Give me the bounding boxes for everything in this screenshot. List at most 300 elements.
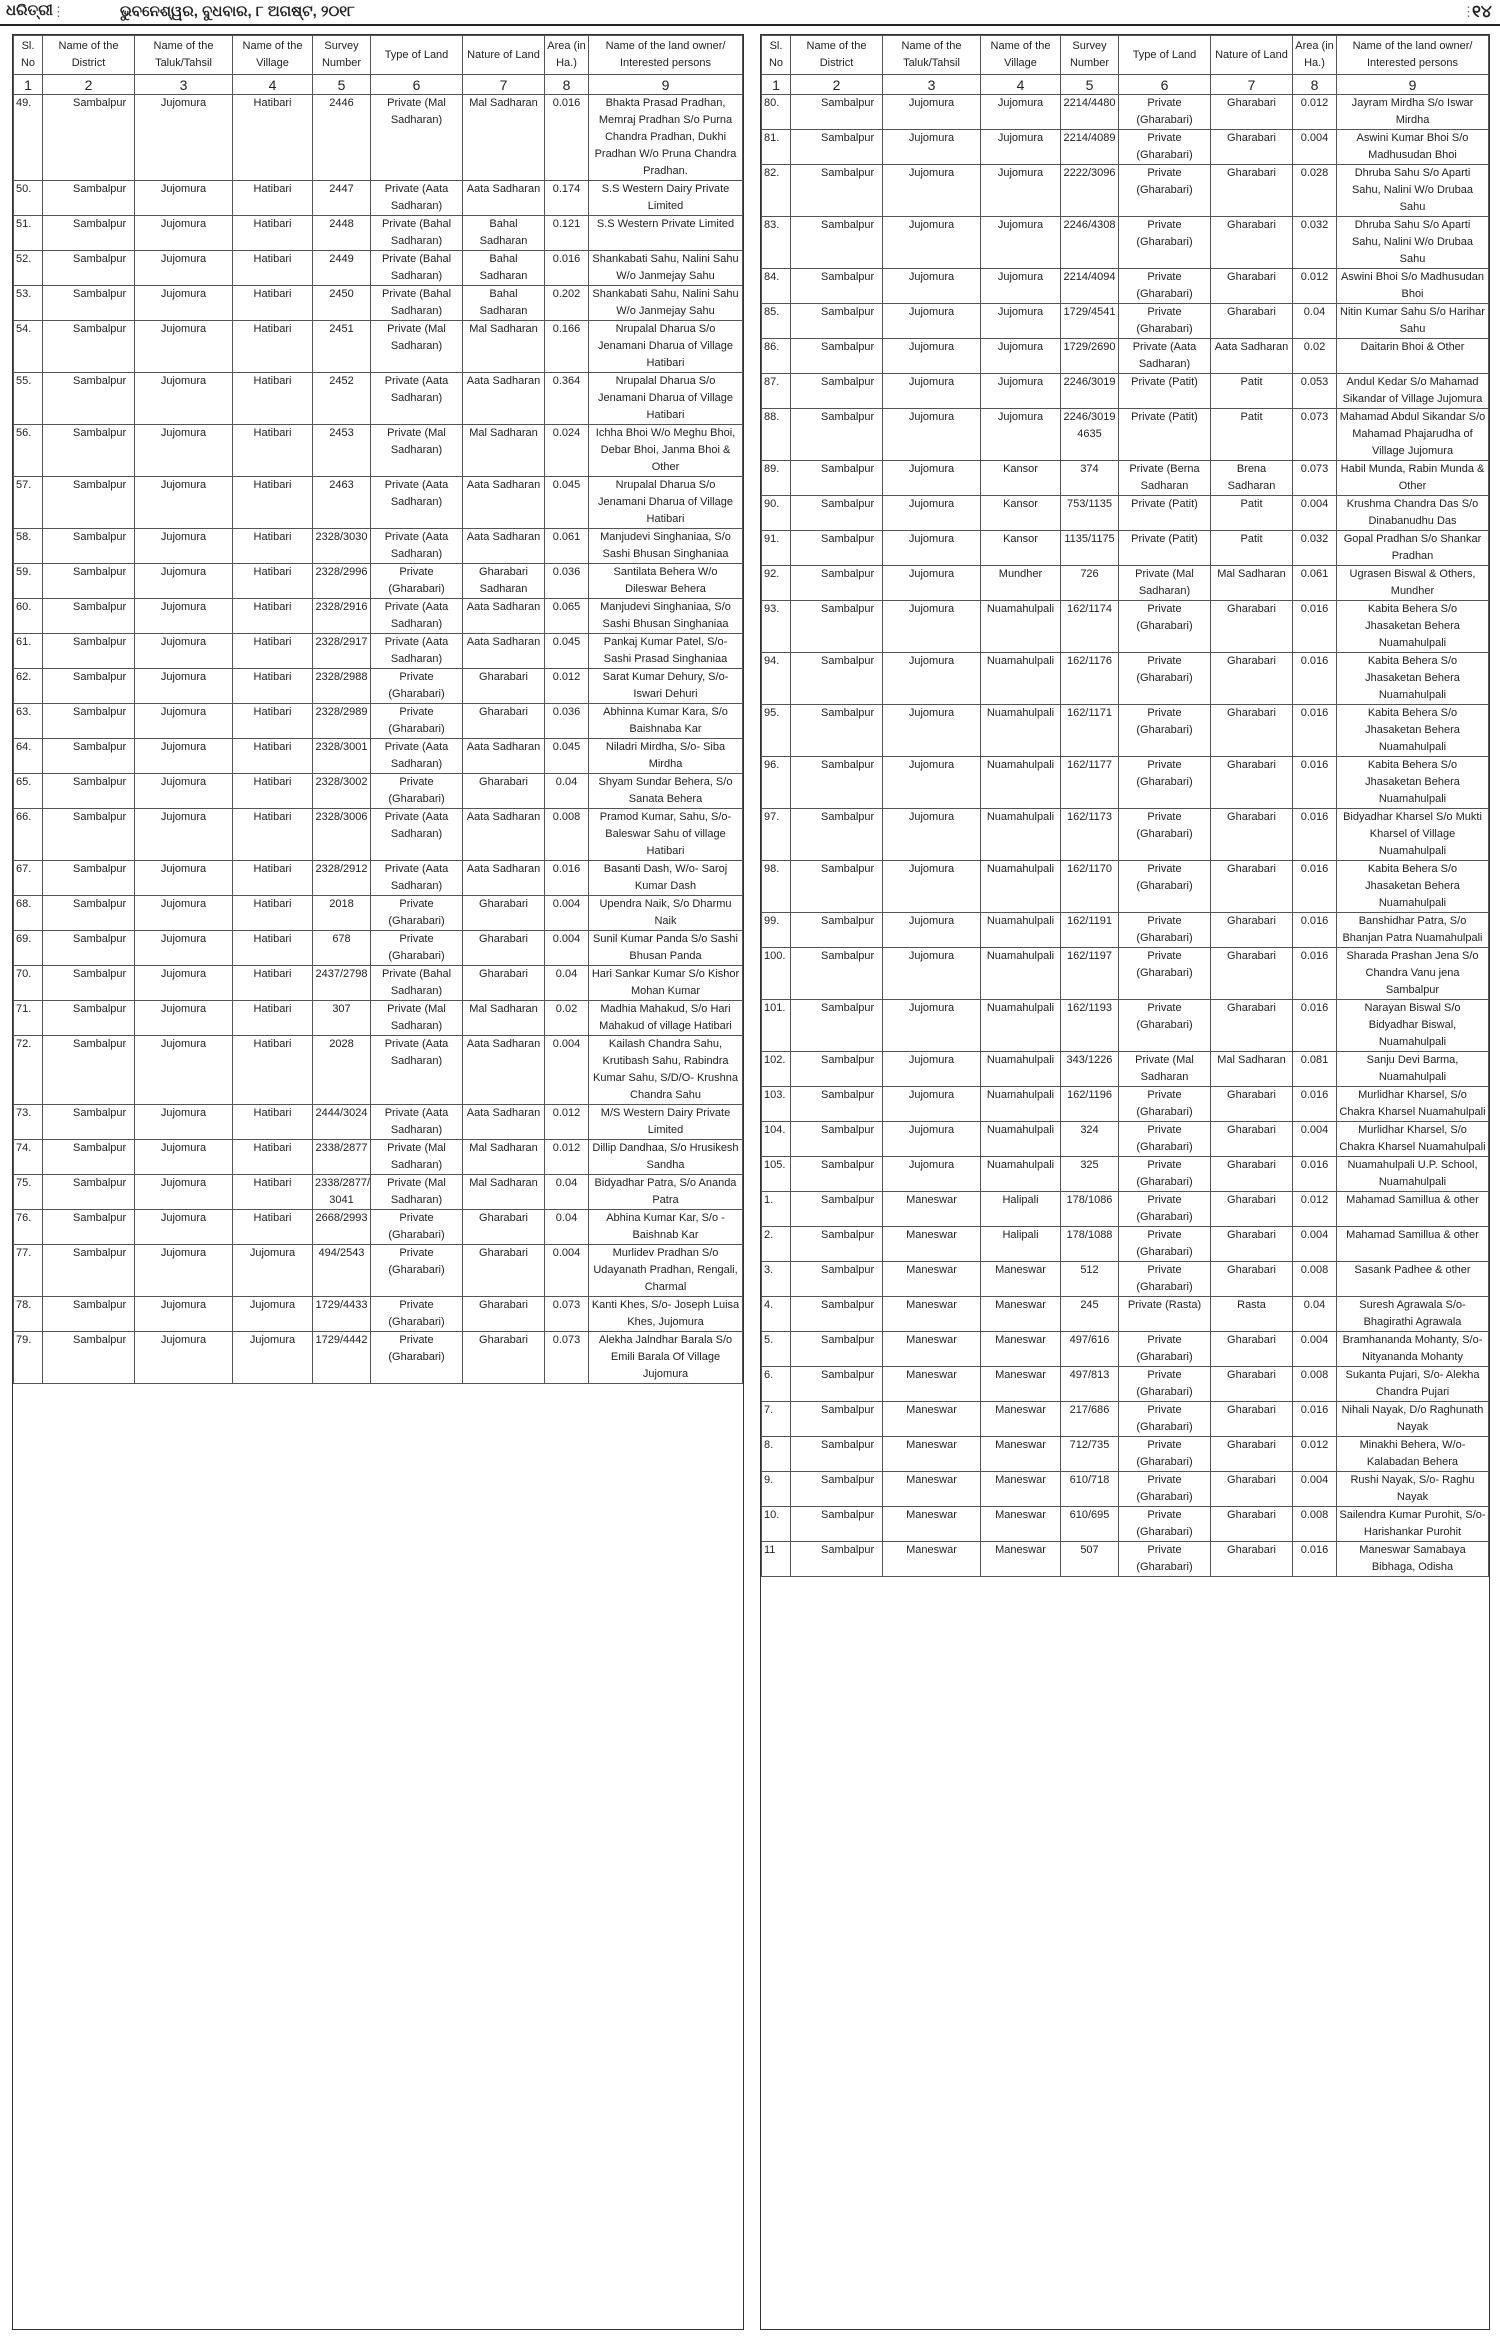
table-body — [14, 95, 743, 1384]
column-number: 1 — [762, 75, 791, 95]
land-nature-cell: Gharabari — [1211, 913, 1293, 948]
district-cell: Sambalpur — [43, 669, 135, 704]
survey-number-cell: 2450 — [313, 286, 371, 321]
survey-number-cell: 245 — [1061, 1297, 1119, 1332]
land-nature-cell: Gharabari — [1211, 1192, 1293, 1227]
serial-cell: 62. — [14, 669, 43, 704]
village-cell: Nuamahulpali — [981, 1087, 1061, 1122]
village-cell: Hatibari — [233, 599, 313, 634]
village-cell: Nuamahulpali — [981, 1000, 1061, 1052]
tahsil-cell: Jujomura — [135, 425, 233, 477]
land-type-cell: Private (Gharabari) — [1119, 130, 1211, 165]
area-cell: 0.065 — [545, 599, 589, 634]
owner-cell: Murlidhar Kharsel, S/o Chakra Kharsel Nuamahulpali — [1337, 1122, 1489, 1157]
table-row — [14, 634, 743, 669]
table-row — [14, 251, 743, 286]
land-nature-cell: Gharabari — [1211, 1367, 1293, 1402]
survey-number-cell: 374 — [1061, 461, 1119, 496]
owner-cell: Nuamahulpali U.P. School, Nuamahulpali — [1337, 1157, 1489, 1192]
table-row — [762, 653, 1489, 705]
owner-cell: Nrupalal Dharua S/o Jenamani Dharua of Village Hatibari — [589, 373, 743, 425]
table-row — [762, 1192, 1489, 1227]
dateline: ଭୁବନେଶ୍ୱର, ବୁଧବାର, ୮ ଅଗଷ୍ଟ, ୨୦୧୮ — [120, 3, 355, 20]
district-cell: Sambalpur — [43, 529, 135, 564]
land-nature-cell: Gharabari — [1211, 1262, 1293, 1297]
tahsil-cell: Maneswar — [883, 1297, 981, 1332]
owner-cell: Dillip Dandhaa, S/o Hrusikesh Sandha — [589, 1140, 743, 1175]
land-nature-cell: Aata Sadharan — [463, 739, 545, 774]
area-cell: 0.012 — [1293, 95, 1337, 130]
tahsil-cell: Jujomura — [135, 216, 233, 251]
land-type-cell: Private (Aata Sadharan) — [371, 634, 463, 669]
owner-cell: Kanti Khes, S/o- Joseph Luisa Khes, Jujomura — [589, 1297, 743, 1332]
district-cell: Sambalpur — [791, 861, 883, 913]
land-type-cell: Private (Gharabari) — [371, 564, 463, 599]
land-type-cell: Private (Gharabari) — [371, 704, 463, 739]
land-type-cell: Private (Gharabari) — [371, 1297, 463, 1332]
serial-cell: 103. — [762, 1087, 791, 1122]
owner-cell: Ichha Bhoi W/o Meghu Bhoi, Debar Bhoi, Janma Bhoi & Other — [589, 425, 743, 477]
column-header: Name of the Taluk/Tahsil — [883, 36, 981, 75]
survey-number-cell: 507 — [1061, 1542, 1119, 1577]
land-nature-cell: Rasta — [1211, 1297, 1293, 1332]
village-cell: Hatibari — [233, 529, 313, 564]
area-cell: 0.02 — [1293, 339, 1337, 374]
land-type-cell: Private (Gharabari) — [1119, 705, 1211, 757]
tahsil-cell: Jujomura — [883, 339, 981, 374]
tahsil-cell: Maneswar — [883, 1262, 981, 1297]
survey-number-cell: 512 — [1061, 1262, 1119, 1297]
land-nature-cell: Gharabari — [1211, 1087, 1293, 1122]
land-nature-cell: Gharabari — [1211, 948, 1293, 1000]
land-type-cell: Private (Gharabari) — [371, 669, 463, 704]
table-row — [762, 948, 1489, 1000]
area-cell: 0.024 — [545, 425, 589, 477]
tahsil-cell: Jujomura — [135, 95, 233, 181]
village-cell: Hatibari — [233, 321, 313, 373]
village-cell: Hatibari — [233, 704, 313, 739]
district-cell: Sambalpur — [791, 339, 883, 374]
land-nature-cell: Gharabari — [1211, 304, 1293, 339]
tahsil-cell: Jujomura — [883, 1000, 981, 1052]
serial-cell: 53. — [14, 286, 43, 321]
land-type-cell: Private (Gharabari) — [1119, 601, 1211, 653]
serial-cell: 70. — [14, 966, 43, 1001]
table-row — [762, 409, 1489, 461]
land-nature-cell: Gharabari — [1211, 269, 1293, 304]
column-number: 8 — [1293, 75, 1337, 95]
land-nature-cell: Gharabari — [463, 1245, 545, 1297]
owner-cell: Nitin Kumar Sahu S/o Harihar Sahu — [1337, 304, 1489, 339]
serial-cell: 102. — [762, 1052, 791, 1087]
table-row — [14, 286, 743, 321]
serial-cell: 105. — [762, 1157, 791, 1192]
tahsil-cell: Jujomura — [135, 634, 233, 669]
land-nature-cell: Gharabari — [1211, 1157, 1293, 1192]
area-cell: 0.016 — [1293, 1542, 1337, 1577]
table-row — [762, 1000, 1489, 1052]
tahsil-cell: Jujomura — [135, 861, 233, 896]
owner-cell: Bramhananda Mohanty, S/o- Nityananda Mohanty — [1337, 1332, 1489, 1367]
district-cell: Sambalpur — [791, 913, 883, 948]
owner-cell: Mahamad Samillua & other — [1337, 1227, 1489, 1262]
district-cell: Sambalpur — [43, 739, 135, 774]
land-nature-cell: Gharabari — [1211, 217, 1293, 269]
tahsil-cell: Jujomura — [883, 217, 981, 269]
district-cell: Sambalpur — [43, 896, 135, 931]
land-nature-cell: Brena Sadharan — [1211, 461, 1293, 496]
header-separator: ⋮ — [1462, 4, 1475, 19]
tahsil-cell: Jujomura — [135, 931, 233, 966]
district-cell: Sambalpur — [43, 634, 135, 669]
land-nature-cell: Gharabari — [1211, 95, 1293, 130]
district-cell: Sambalpur — [791, 653, 883, 705]
survey-number-cell: 2214/4480 — [1061, 95, 1119, 130]
serial-cell: 81. — [762, 130, 791, 165]
table-row — [14, 1210, 743, 1245]
owner-cell: Shankabati Sahu, Nalini Sahu W/o Janmejay Sahu — [589, 251, 743, 286]
survey-number-cell: 2246/3019 — [1061, 374, 1119, 409]
land-type-cell: Private (Aata Sadharan) — [1119, 339, 1211, 374]
serial-cell: 68. — [14, 896, 43, 931]
table-row — [14, 529, 743, 564]
land-type-cell: Private (Gharabari) — [1119, 861, 1211, 913]
table-row — [762, 1402, 1489, 1437]
survey-number-cell: 712/735 — [1061, 1437, 1119, 1472]
land-nature-cell: Gharabari — [463, 669, 545, 704]
area-cell: 0.016 — [545, 251, 589, 286]
owner-cell: Jayram Mirdha S/o Iswar Mirdha — [1337, 95, 1489, 130]
serial-cell: 5. — [762, 1332, 791, 1367]
land-type-cell: Private (Bahal Sadharan) — [371, 216, 463, 251]
tahsil-cell: Jujomura — [135, 1245, 233, 1297]
area-cell: 0.04 — [545, 1210, 589, 1245]
village-cell: Nuamahulpali — [981, 653, 1061, 705]
land-nature-cell: Gharabari — [463, 1210, 545, 1245]
district-cell: Sambalpur — [43, 966, 135, 1001]
survey-number-cell: 2449 — [313, 251, 371, 286]
column-number: 3 — [135, 75, 233, 95]
district-cell: Sambalpur — [43, 704, 135, 739]
land-nature-cell: Aata Sadharan — [463, 477, 545, 529]
survey-number-cell: 2214/4089 — [1061, 130, 1119, 165]
district-cell: Sambalpur — [791, 1437, 883, 1472]
survey-number-cell: 2328/2996 — [313, 564, 371, 599]
serial-cell: 99. — [762, 913, 791, 948]
survey-number-cell: 678 — [313, 931, 371, 966]
district-cell: Sambalpur — [791, 304, 883, 339]
district-cell: Sambalpur — [791, 1000, 883, 1052]
tahsil-cell: Jujomura — [135, 1105, 233, 1140]
serial-cell: 61. — [14, 634, 43, 669]
tahsil-cell: Jujomura — [883, 496, 981, 531]
district-cell: Sambalpur — [43, 425, 135, 477]
village-cell: Maneswar — [981, 1367, 1061, 1402]
owner-cell: Pramod Kumar, Sahu, S/o- Baleswar Sahu of village Hatibari — [589, 809, 743, 861]
tahsil-cell: Jujomura — [883, 95, 981, 130]
owner-cell: Andul Kedar S/o Mahamad Sikandar of Village Jujomura — [1337, 374, 1489, 409]
land-nature-cell: Mal Sadharan — [463, 425, 545, 477]
area-cell: 0.081 — [1293, 1052, 1337, 1087]
survey-number-cell: 162/1174 — [1061, 601, 1119, 653]
serial-cell: 89. — [762, 461, 791, 496]
tahsil-cell: Jujomura — [135, 809, 233, 861]
area-cell: 0.073 — [1293, 461, 1337, 496]
land-type-cell: Private (Patit) — [1119, 531, 1211, 566]
owner-cell: Sailendra Kumar Purohit, S/o- Harishankar Purohit — [1337, 1507, 1489, 1542]
area-cell: 0.012 — [545, 1105, 589, 1140]
table-row — [762, 339, 1489, 374]
land-type-cell: Private (Berna Sadharan — [1119, 461, 1211, 496]
district-cell: Sambalpur — [791, 269, 883, 304]
district-cell: Sambalpur — [791, 531, 883, 566]
village-cell: Jujomura — [981, 339, 1061, 374]
serial-cell: 6. — [762, 1367, 791, 1402]
land-nature-cell: Gharabari — [1211, 861, 1293, 913]
tahsil-cell: Jujomura — [883, 165, 981, 217]
area-cell: 0.061 — [545, 529, 589, 564]
village-cell: Jujomura — [981, 95, 1061, 130]
land-type-cell: Private (Mal Sadharan) — [371, 321, 463, 373]
district-cell: Sambalpur — [791, 95, 883, 130]
tahsil-cell: Jujomura — [883, 861, 981, 913]
survey-number-cell: 324 — [1061, 1122, 1119, 1157]
land-nature-cell: Gharabari — [463, 774, 545, 809]
column-header: Area (in Ha.) — [545, 36, 589, 75]
header-rule — [0, 24, 1500, 26]
land-type-cell: Private (Bahal Sadharan) — [371, 251, 463, 286]
area-cell: 0.032 — [1293, 217, 1337, 269]
serial-cell: 98. — [762, 861, 791, 913]
serial-cell: 71. — [14, 1001, 43, 1036]
newspaper-name: ଧରିତ୍ରୀ — [6, 2, 53, 19]
survey-number-cell: 162/1197 — [1061, 948, 1119, 1000]
serial-cell: 11 — [762, 1542, 791, 1577]
village-cell: Hatibari — [233, 1140, 313, 1175]
land-type-cell: Private (Patit) — [1119, 496, 1211, 531]
survey-number-cell: 2328/2916 — [313, 599, 371, 634]
district-cell: Sambalpur — [791, 566, 883, 601]
village-cell: Hatibari — [233, 373, 313, 425]
district-cell: Sambalpur — [43, 599, 135, 634]
district-cell: Sambalpur — [43, 931, 135, 966]
village-cell: Mundher — [981, 566, 1061, 601]
owner-cell: Bidyadhar Kharsel S/o Mukti Kharsel of Village Nuamahulpali — [1337, 809, 1489, 861]
land-type-cell: Private (Aata Sadharan) — [371, 529, 463, 564]
land-type-cell: Private (Gharabari) — [1119, 95, 1211, 130]
district-cell: Sambalpur — [43, 251, 135, 286]
owner-cell: Ugrasen Biswal & Others, Mundher — [1337, 566, 1489, 601]
table-row — [762, 705, 1489, 757]
table-row — [762, 1332, 1489, 1367]
land-nature-cell: Mal Sadharan — [1211, 1052, 1293, 1087]
district-cell: Sambalpur — [791, 1507, 883, 1542]
land-type-cell: Private (Gharabari) — [371, 931, 463, 966]
district-cell: Sambalpur — [791, 1367, 883, 1402]
serial-cell: 72. — [14, 1036, 43, 1105]
village-cell: Hatibari — [233, 477, 313, 529]
table-row — [762, 1227, 1489, 1262]
village-cell: Hatibari — [233, 1036, 313, 1105]
column-header: Area (in Ha.) — [1293, 36, 1337, 75]
land-type-cell: Private (Gharabari) — [1119, 1122, 1211, 1157]
area-cell: 0.016 — [1293, 861, 1337, 913]
area-cell: 0.045 — [545, 634, 589, 669]
table-row — [14, 425, 743, 477]
village-cell: Maneswar — [981, 1437, 1061, 1472]
owner-cell: Habil Munda, Rabin Munda & Other — [1337, 461, 1489, 496]
area-cell: 0.073 — [1293, 409, 1337, 461]
area-cell: 0.028 — [1293, 165, 1337, 217]
land-nature-cell: Patit — [1211, 496, 1293, 531]
land-nature-cell: Bahal Sadharan — [463, 216, 545, 251]
table-row — [762, 130, 1489, 165]
village-cell: Jujomura — [981, 269, 1061, 304]
area-cell: 0.036 — [545, 704, 589, 739]
land-type-cell: Private (Gharabari) — [1119, 913, 1211, 948]
owner-cell: Shankabati Sahu, Nalini Sahu W/o Janmejay Sahu — [589, 286, 743, 321]
column-header: Name of the Taluk/Tahsil — [135, 36, 233, 75]
district-cell: Sambalpur — [791, 217, 883, 269]
column-header: Sl. No — [14, 36, 43, 75]
serial-cell: 50. — [14, 181, 43, 216]
survey-number-cell: 162/1173 — [1061, 809, 1119, 861]
village-cell: Hatibari — [233, 861, 313, 896]
owner-cell: Gopal Pradhan S/o Shankar Pradhan — [1337, 531, 1489, 566]
owner-cell: Sharada Prashan Jena S/o Chandra Vanu jena Sambalpur — [1337, 948, 1489, 1000]
tahsil-cell: Jujomura — [135, 477, 233, 529]
owner-cell: Suresh Agrawala S/o- Bhagirathi Agrawala — [1337, 1297, 1489, 1332]
column-number: 4 — [233, 75, 313, 95]
tahsil-cell: Jujomura — [883, 304, 981, 339]
table-row — [14, 321, 743, 373]
column-header: Nature of Land — [1211, 36, 1293, 75]
column-header: Sl. No — [762, 36, 791, 75]
owner-cell: Mahamad Samillua & other — [1337, 1192, 1489, 1227]
header-separator: ⋮ — [52, 4, 65, 19]
survey-number-cell: 325 — [1061, 1157, 1119, 1192]
area-cell: 0.04 — [545, 1175, 589, 1210]
village-cell: Maneswar — [981, 1542, 1061, 1577]
area-cell: 0.004 — [1293, 1227, 1337, 1262]
survey-number-cell: 2028 — [313, 1036, 371, 1105]
column-number: 9 — [1337, 75, 1489, 95]
district-cell: Sambalpur — [791, 1542, 883, 1577]
serial-cell: 104. — [762, 1122, 791, 1157]
land-type-cell: Private (Gharabari) — [1119, 1227, 1211, 1262]
owner-cell: Nrupalal Dharua S/o Jenamani Dharua of Village Hatibari — [589, 321, 743, 373]
owner-cell: Kabita Behera S/o Jhasaketan Behera Nuamahulpali — [1337, 705, 1489, 757]
serial-cell: 77. — [14, 1245, 43, 1297]
land-type-cell: Private (Gharabari) — [1119, 1367, 1211, 1402]
district-cell: Sambalpur — [43, 181, 135, 216]
village-cell: Nuamahulpali — [981, 1052, 1061, 1087]
area-cell: 0.012 — [1293, 1192, 1337, 1227]
tahsil-cell: Jujomura — [883, 809, 981, 861]
tahsil-cell: Jujomura — [883, 1087, 981, 1122]
owner-cell: Narayan Biswal S/o Bidyadhar Biswal, Nuamahulpali — [1337, 1000, 1489, 1052]
serial-cell: 2. — [762, 1227, 791, 1262]
area-cell: 0.012 — [545, 669, 589, 704]
tahsil-cell: Jujomura — [135, 1140, 233, 1175]
district-cell: Sambalpur — [43, 564, 135, 599]
area-cell: 0.04 — [545, 774, 589, 809]
area-cell: 0.016 — [545, 95, 589, 181]
land-type-cell: Private (Gharabari) — [1119, 809, 1211, 861]
land-type-cell: Private (Gharabari) — [1119, 1262, 1211, 1297]
district-cell: Sambalpur — [791, 1052, 883, 1087]
owner-cell: Sasank Padhee & other — [1337, 1262, 1489, 1297]
village-cell: Hatibari — [233, 739, 313, 774]
land-type-cell: Private (Gharabari) — [371, 896, 463, 931]
area-cell: 0.004 — [545, 1036, 589, 1105]
serial-cell: 100. — [762, 948, 791, 1000]
land-nature-cell: Aata Sadharan — [463, 599, 545, 634]
village-cell: Hatibari — [233, 931, 313, 966]
area-cell: 0.166 — [545, 321, 589, 373]
district-cell: Sambalpur — [791, 1297, 883, 1332]
village-cell: Hatibari — [233, 634, 313, 669]
survey-number-cell: 2444/3024 — [313, 1105, 371, 1140]
owner-cell: Mahamad Abdul Sikandar S/o Mahamad Phajarudha of Village Jujomura — [1337, 409, 1489, 461]
column-header: Type of Land — [371, 36, 463, 75]
table-row — [14, 1001, 743, 1036]
owner-cell: Kabita Behera S/o Jhasaketan Behera Nuamahulpali — [1337, 861, 1489, 913]
column-header: Survey Number — [1061, 36, 1119, 75]
land-type-cell: Private (Gharabari) — [1119, 1507, 1211, 1542]
table-row — [14, 704, 743, 739]
serial-cell: 74. — [14, 1140, 43, 1175]
village-cell: Jujomura — [981, 374, 1061, 409]
area-cell: 0.016 — [1293, 809, 1337, 861]
serial-cell: 65. — [14, 774, 43, 809]
serial-cell: 96. — [762, 757, 791, 809]
table-row — [14, 181, 743, 216]
owner-cell: Nrupalal Dharua S/o Jenamani Dharua of Village Hatibari — [589, 477, 743, 529]
serial-cell: 83. — [762, 217, 791, 269]
village-cell: Maneswar — [981, 1472, 1061, 1507]
serial-cell: 56. — [14, 425, 43, 477]
survey-number-cell: 2328/2988 — [313, 669, 371, 704]
tahsil-cell: Jujomura — [883, 913, 981, 948]
serial-cell: 7. — [762, 1402, 791, 1437]
serial-cell: 54. — [14, 321, 43, 373]
tahsil-cell: Jujomura — [883, 948, 981, 1000]
district-cell: Sambalpur — [791, 1192, 883, 1227]
table-row — [14, 1332, 743, 1384]
column-header: Name of the land owner/ Interested persons — [589, 36, 743, 75]
table-row — [762, 1437, 1489, 1472]
village-cell: Hatibari — [233, 809, 313, 861]
district-cell: Sambalpur — [791, 1402, 883, 1437]
table-row — [762, 1472, 1489, 1507]
village-cell: Maneswar — [981, 1262, 1061, 1297]
village-cell: Hatibari — [233, 216, 313, 251]
table-row — [14, 739, 743, 774]
column-header: Name of the Village — [981, 36, 1061, 75]
area-cell: 0.016 — [1293, 948, 1337, 1000]
district-cell: Sambalpur — [791, 1122, 883, 1157]
land-nature-cell: Gharabari — [1211, 653, 1293, 705]
table-row — [14, 896, 743, 931]
table-row — [14, 1105, 743, 1140]
village-cell: Hatibari — [233, 1105, 313, 1140]
column-number: 5 — [1061, 75, 1119, 95]
survey-number-cell: 2451 — [313, 321, 371, 373]
land-nature-cell: Patit — [1211, 374, 1293, 409]
column-header: Name of the Village — [233, 36, 313, 75]
survey-number-cell: 2246/4308 — [1061, 217, 1119, 269]
